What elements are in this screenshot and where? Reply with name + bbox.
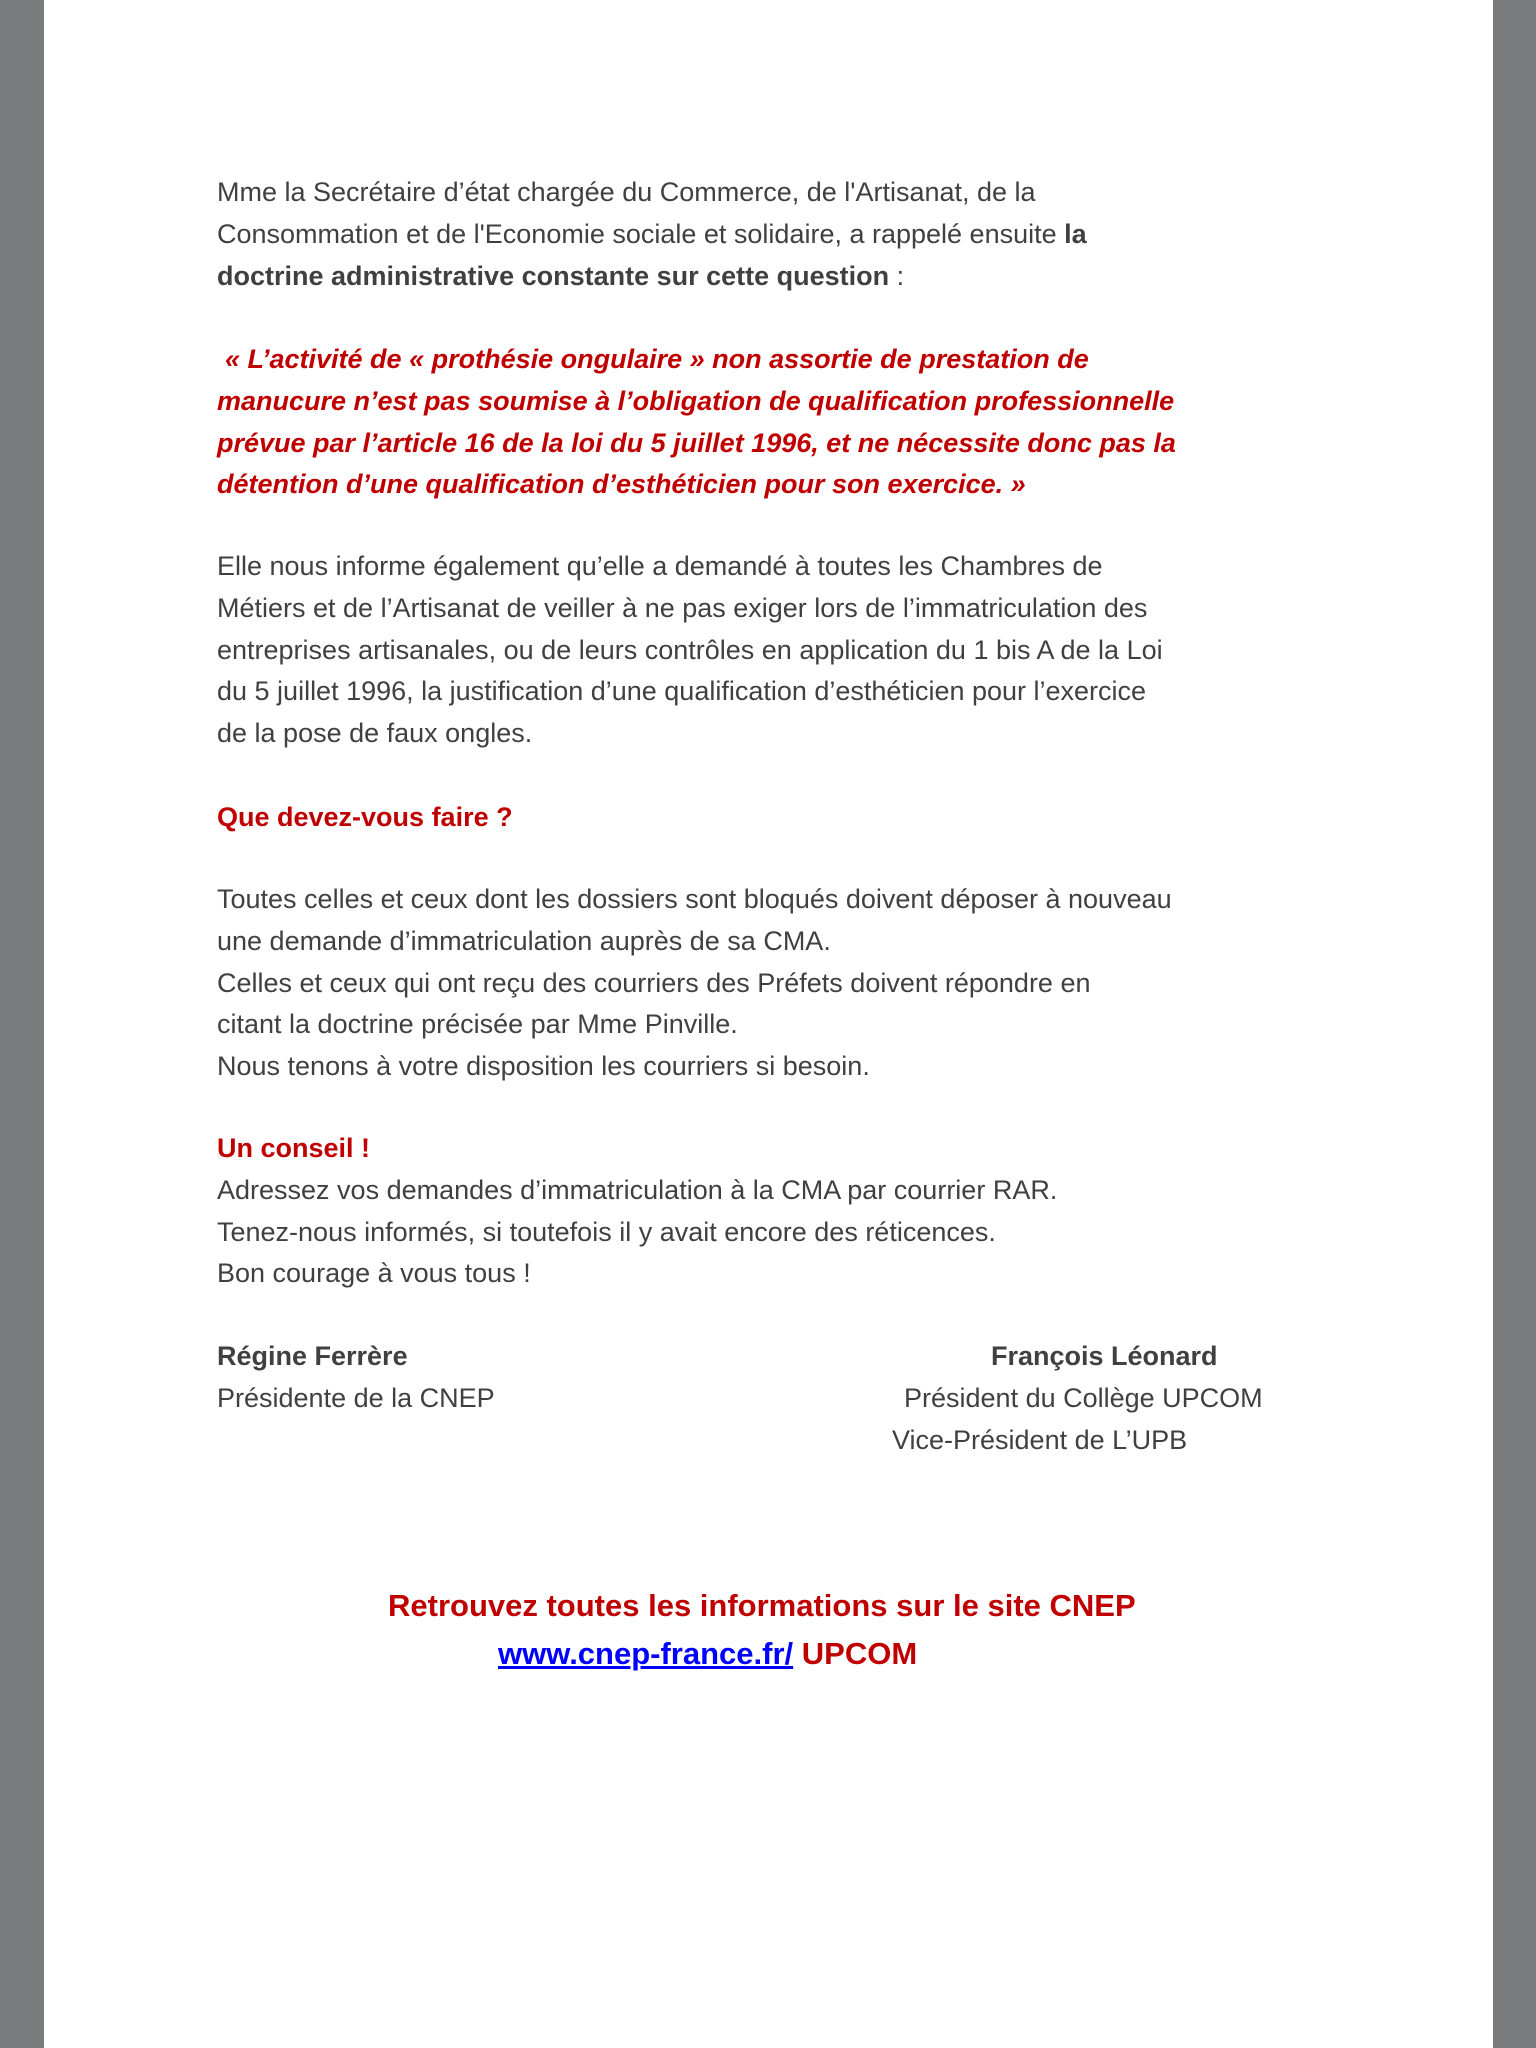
advice-line: Adressez vos demandes d’immatriculation à la CMA par courrier RAR. — [217, 1174, 1058, 1205]
signature-left — [217, 1336, 495, 1420]
paragraph-line: de la pose de faux ongles. — [217, 718, 533, 749]
intro-line — [217, 214, 1087, 256]
signatory-title-right-2: Vice-Président de L’UPB — [892, 1425, 1188, 1455]
intro-text: Consommation et de l'Economie sociale et solidaire, a rappelé ensuite — [217, 218, 1065, 249]
quote-line: détention d’une qualification d’esthéticien pour son exercice. » — [217, 469, 1026, 500]
instructions-paragraph — [217, 879, 1172, 1088]
intro-paragraph — [217, 172, 1087, 297]
advice-line: Bon courage à vous tous ! — [217, 1258, 531, 1289]
paragraph-line: Toutes celles et ceux dont les dossiers sont bloqués doivent déposer à nouveau — [217, 884, 1172, 914]
quote-line: « L’activité de « prothésie ongulaire » non assortie de prestation de — [225, 344, 1089, 374]
quote-line: manucure n’est pas soumise à l’obligation de qualification professionnelle — [217, 385, 1175, 416]
advice-section — [217, 1128, 1057, 1295]
website-link[interactable]: www.cnep-france.fr/ — [498, 1636, 794, 1671]
intro-line: Mme la Secrétaire d’état chargée du Commerce, de l'Artisanat, de la — [217, 177, 1036, 207]
paragraph-line: Elle nous informe également qu’elle a demandé à toutes les Chambres de — [217, 551, 1103, 581]
paragraph-line: du 5 juillet 1996, la justification d’une qualification d’esthéticien pour l’exercice — [217, 676, 1147, 707]
signatory-name-right: François Léonard — [991, 1341, 1218, 1371]
advice-heading: Un conseil ! — [217, 1133, 371, 1163]
footer-upcom: UPCOM — [793, 1636, 918, 1671]
information-paragraph — [217, 546, 1163, 755]
paragraph-line: Métiers et de l’Artisanat de veiller à ne pas exiger lors de l’immatriculation des — [217, 592, 1148, 623]
signatory-title: Présidente de la CNEP — [217, 1382, 495, 1413]
intro-text: : — [889, 260, 905, 291]
paragraph-line: une demande d’immatriculation auprès de sa CMA. — [217, 925, 831, 956]
paragraph-line: citant la doctrine précisée par Mme Pinville. — [217, 1009, 738, 1040]
intro-line — [217, 256, 1087, 298]
quote-line: prévue par l’article 16 de la loi du 5 juillet 1996, et ne nécessite donc pas la — [217, 427, 1176, 458]
paragraph-line: Nous tenons à votre disposition les courriers si besoin. — [217, 1051, 870, 1082]
advice-line: Tenez-nous informés, si toutefois il y avait encore des réticences. — [217, 1216, 996, 1247]
intro-bold: la — [1064, 218, 1087, 249]
footer-info: Retrouvez toutes les informations sur le site CNEP — [388, 1588, 1136, 1623]
doctrine-quote — [217, 339, 1176, 506]
document-page — [44, 0, 1493, 2048]
what-to-do-heading: Que devez-vous faire ? — [217, 802, 513, 832]
intro-bold: doctrine administrative constante sur cette question — [217, 260, 890, 291]
signatory-name: Régine Ferrère — [217, 1341, 408, 1371]
paragraph-line: entreprises artisanales, ou de leurs contrôles en application du 1 bis A de la Loi — [217, 634, 1163, 665]
footer-link-line — [498, 1636, 917, 1672]
signatory-title-right: Président du Collège UPCOM — [904, 1383, 1263, 1413]
paragraph-line: Celles et ceux qui ont reçu des courriers des Préfets doivent répondre en — [217, 967, 1091, 998]
